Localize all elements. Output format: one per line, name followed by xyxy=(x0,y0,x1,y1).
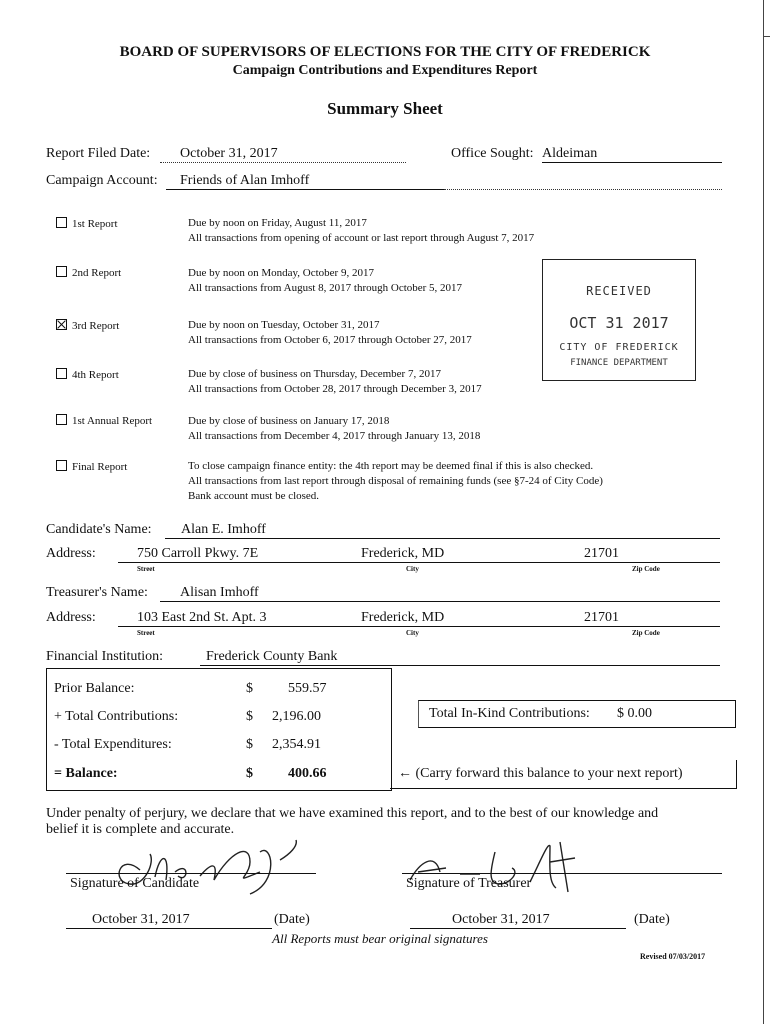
financial-institution-value: Frederick County Bank xyxy=(206,649,338,664)
report-due-4: Due by close of business on Thursday, December 7, 2017 All transactions from October 28, 2017 through December 3, 2017 xyxy=(188,368,482,395)
treasurer-city: Frederick, MD xyxy=(361,610,445,625)
candidate-signature-label: Signature of Candidate xyxy=(70,876,200,891)
original-signatures-note: All Reports must bear original signatures xyxy=(272,931,488,946)
treasurer-signature-line xyxy=(402,873,722,874)
declaration-line-2: belief it is complete and accurate. xyxy=(46,822,235,837)
declaration-line-1: Under penalty of perjury, we declare that we have examined this report, and to the best of our knowledge and xyxy=(46,806,659,821)
candidate-name-field xyxy=(165,522,720,539)
balance-value: 400.66 xyxy=(288,766,327,781)
report-option-3: 3rd Report xyxy=(56,319,119,332)
board-title: BOARD OF SUPERVISORS OF ELECTIONS FOR THE CITY OF FREDERICK xyxy=(119,44,651,60)
total-contributions-value: 2,196.00 xyxy=(272,709,321,724)
report-option-2: 2nd Report xyxy=(56,266,121,279)
inkind-label: Total In-Kind Contributions: xyxy=(429,706,590,721)
inkind-box xyxy=(418,700,736,728)
candidate-name-label: Candidate's Name: xyxy=(46,522,152,537)
office-sought-value: Aldeiman xyxy=(542,146,598,161)
report-due-6: To close campaign finance entity: the 4th report may be deemed final if this is also checked. All transactions from last report through disposal of remaining funds (see §7-24 of City Code) Bank account must be closed. xyxy=(188,460,603,502)
treasurer-name-label: Treasurer's Name: xyxy=(46,585,148,600)
stamp-received: RECEIVED xyxy=(586,284,652,298)
treasurer-street: 103 East 2nd St. Apt. 3 xyxy=(137,610,267,625)
candidate-zip-caption: Zip Code xyxy=(632,565,660,573)
inkind-value: $ 0.00 xyxy=(617,706,652,721)
checkbox-annual-report xyxy=(56,414,67,425)
report-title: Campaign Contributions and Expenditures Report xyxy=(232,63,538,78)
report-option-4: 4th Report xyxy=(56,368,119,381)
sheet-title: Summary Sheet xyxy=(327,99,443,118)
checkbox-final-report xyxy=(56,460,67,471)
candidate-signature-line xyxy=(66,873,316,874)
total-contributions-label: + Total Contributions: xyxy=(54,709,179,724)
treasurer-street-caption: Street xyxy=(137,629,155,637)
revised-date: Revised 07/03/2017 xyxy=(640,952,706,961)
balance-label: = Balance: xyxy=(54,766,118,781)
candidate-date-label: (Date) xyxy=(274,912,310,927)
financial-institution-field xyxy=(200,649,720,666)
treasurer-date-field xyxy=(410,912,626,929)
report-due-5: Due by close of business on January 17, 2018 All transactions from December 4, 2017 through January 13, 2018 xyxy=(188,415,481,442)
checkbox-2nd-report xyxy=(56,266,67,277)
stamp-dept: FINANCE DEPARTMENT xyxy=(570,358,668,368)
office-sought-label: Office Sought: xyxy=(451,146,534,161)
total-contributions-currency: $ xyxy=(246,709,253,724)
candidate-zip: 21701 xyxy=(584,546,619,561)
stamp-city: CITY OF FREDERICK xyxy=(559,342,679,353)
candidate-date: October 31, 2017 xyxy=(92,912,190,927)
received-stamp xyxy=(542,259,696,381)
treasurer-name-value: Alisan Imhoff xyxy=(180,585,259,600)
report-due-3: Due by noon on Tuesday, October 31, 2017 All transactions from October 6, 2017 through October 27, 2017 xyxy=(188,319,472,346)
treasurer-zip-caption: Zip Code xyxy=(632,629,660,637)
checkbox-1st-report xyxy=(56,217,67,228)
balance-currency: $ xyxy=(246,766,253,781)
treasurer-date-label: (Date) xyxy=(634,912,670,927)
page-edge-tick xyxy=(764,36,770,37)
report-filed-value: October 31, 2017 xyxy=(180,146,278,161)
checkbox-4th-report xyxy=(56,368,67,379)
report-option-5: 1st Annual Report xyxy=(56,414,152,427)
treasurer-signature-label: Signature of Treasurer xyxy=(406,876,532,891)
financial-institution-label: Financial Institution: xyxy=(46,649,164,664)
report-option-6: Final Report xyxy=(56,460,127,473)
summary-right-frame xyxy=(390,788,736,789)
carry-forward-note: ← (Carry forward this balance to your next report) xyxy=(398,766,683,781)
stamp-date: OCT 31 2017 xyxy=(569,314,669,332)
campaign-account-line-ext xyxy=(444,189,722,190)
total-expenditures-currency: $ xyxy=(246,737,253,752)
candidate-street-caption: Street xyxy=(137,565,155,573)
candidate-date-field xyxy=(66,912,272,929)
treasurer-city-caption: City xyxy=(406,629,419,637)
prior-balance-currency: $ xyxy=(246,681,253,696)
treasurer-name-field xyxy=(160,585,720,602)
candidate-city: Frederick, MD xyxy=(361,546,445,561)
total-expenditures-value: 2,354.91 xyxy=(272,737,321,752)
summary-right-frame-end xyxy=(736,760,737,789)
candidate-address-label: Address: xyxy=(46,546,96,561)
campaign-account-label: Campaign Account: xyxy=(46,173,158,188)
office-sought-field xyxy=(542,146,722,163)
campaign-account-field xyxy=(166,173,444,190)
treasurer-address-label: Address: xyxy=(46,610,96,625)
prior-balance-value: 559.57 xyxy=(288,681,327,696)
report-due-1: Due by noon on Friday, August 11, 2017 All transactions from opening of account or last report through August 7, 2017 xyxy=(188,217,535,244)
candidate-street: 750 Carroll Pkwy. 7E xyxy=(137,546,259,561)
report-due-2: Due by noon on Monday, October 9, 2017 All transactions from August 8, 2017 through October 5, 2017 xyxy=(188,267,463,294)
treasurer-zip: 21701 xyxy=(584,610,619,625)
campaign-account-value: Friends of Alan Imhoff xyxy=(180,173,310,188)
report-filed-label: Report Filed Date: xyxy=(46,146,151,161)
prior-balance-label: Prior Balance: xyxy=(54,681,135,696)
page-edge xyxy=(763,0,764,1024)
total-expenditures-label: - Total Expenditures: xyxy=(54,737,172,752)
treasurer-date: October 31, 2017 xyxy=(452,912,550,927)
report-option-1: 1st Report xyxy=(56,217,118,230)
checkbox-3rd-report-checked xyxy=(56,319,67,330)
candidate-name-value: Alan E. Imhoff xyxy=(181,522,266,537)
report-filed-field xyxy=(160,146,406,163)
candidate-city-caption: City xyxy=(406,565,419,573)
